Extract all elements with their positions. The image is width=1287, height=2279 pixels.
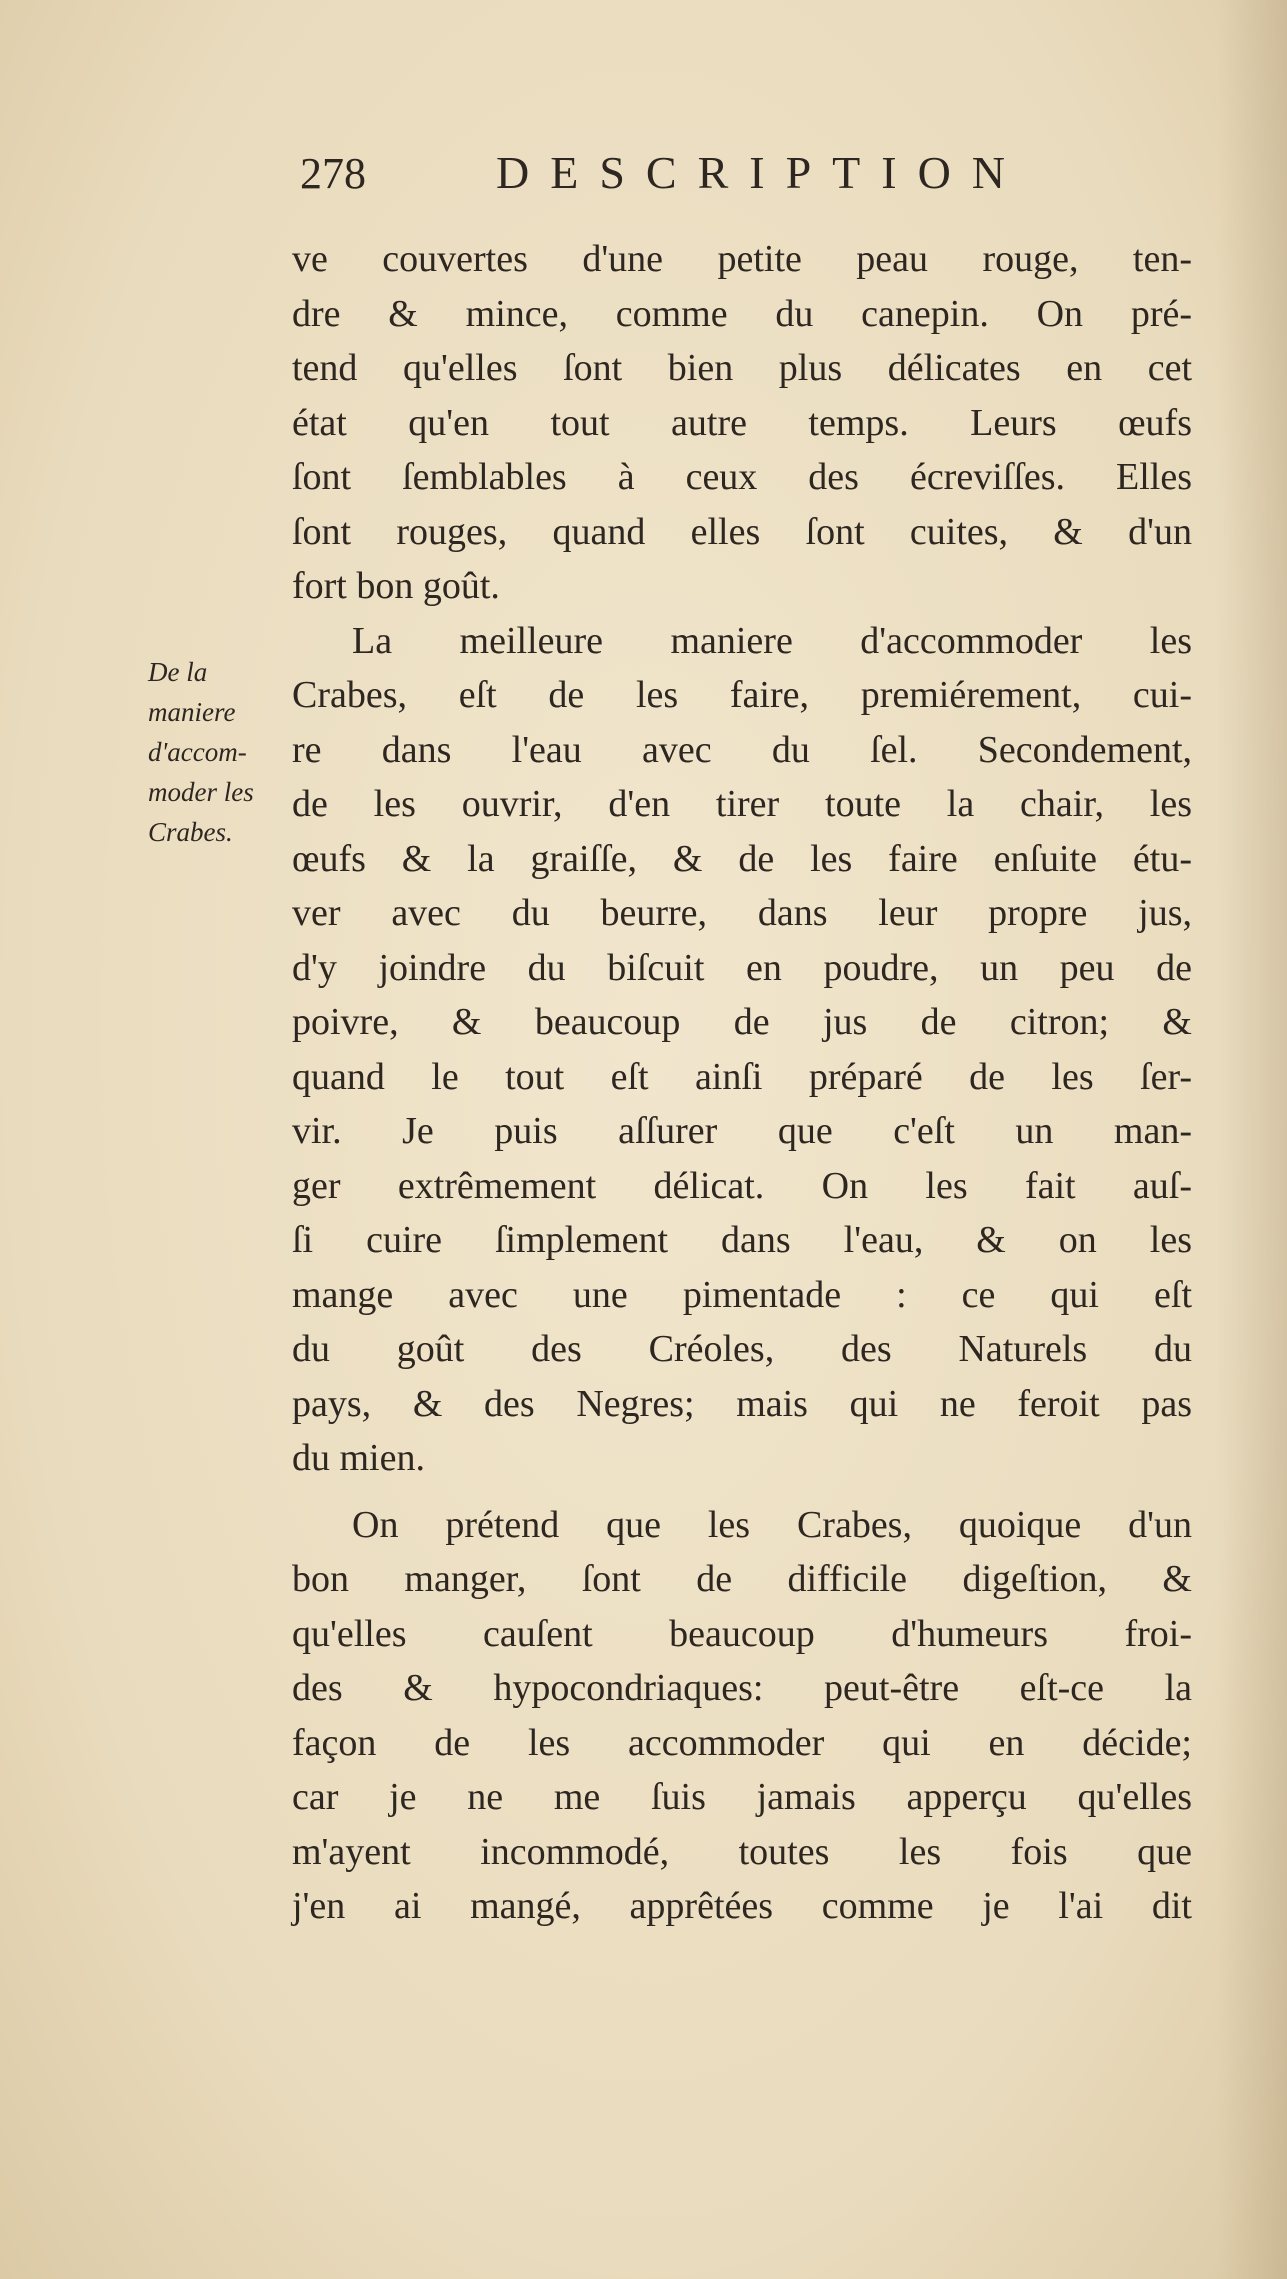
margin-note — [148, 652, 298, 852]
text-line: état qu'en tout autre temps. Leurs œufs — [292, 401, 1192, 444]
text-line: ger extrêmement délicat. On les fait auſ- — [292, 1164, 1192, 1207]
text-line: bon manger, ſont de difficile digeſtion, & — [292, 1558, 1192, 1600]
text-line: du mien. — [292, 1437, 425, 1479]
text-line: ſont rouges, quand elles ſont cuites, & d'un — [292, 510, 1192, 553]
text-line: ſi cuire ſimplement dans l'eau, & on les — [292, 1219, 1192, 1261]
text-line: m'ayent incommodé, toutes les fois que — [292, 1830, 1192, 1873]
margin-note-line: De la — [148, 657, 208, 687]
text-line: j'en ai mangé, apprêtées comme je l'ai dit — [292, 1885, 1192, 1927]
text-line: tend qu'elles ſont bien plus délicates en cet — [292, 347, 1192, 389]
margin-note-line: maniere — [148, 697, 236, 727]
text-line: fort bon goût. — [292, 565, 500, 607]
text-line: poivre, & beaucoup de jus de citron; & — [292, 1001, 1192, 1043]
text-line: ve couvertes d'une petite peau rouge, ten- — [292, 238, 1192, 280]
margin-note-line: moder les — [148, 777, 254, 807]
text-line: On prétend que les Crabes, quoique d'un — [352, 1503, 1192, 1546]
text-line: re dans l'eau avec du ſel. Secondement, — [292, 728, 1192, 771]
text-line: de les ouvrir, d'en tirer toute la chair, les — [292, 783, 1192, 825]
body-text — [292, 232, 1192, 1934]
text-line: Crabes, eſt de les faire, premiérement, cui- — [292, 674, 1192, 716]
text-line: du goût des Créoles, des Naturels du — [292, 1328, 1192, 1370]
text-line: d'y joindre du biſcuit en poudre, un peu de — [292, 946, 1192, 989]
text-line: façon de les accommoder qui en décide; — [292, 1721, 1192, 1764]
text-line: des & hypocondriaques: peut-être eſt-ce la — [292, 1667, 1192, 1709]
margin-note-line: d'accom- — [148, 737, 247, 767]
text-line: mange avec une pimentade : ce qui eſt — [292, 1273, 1192, 1316]
text-line: ſont ſemblables à ceux des écreviſſes. Elles — [292, 456, 1192, 498]
text-line: ver avec du beurre, dans leur propre jus, — [292, 892, 1192, 934]
text-line: car je ne me ſuis jamais apperçu qu'elles — [292, 1776, 1192, 1818]
running-title: DESCRIPTION — [496, 147, 1027, 198]
text-line: quand le tout eſt ainſi préparé de les ſer- — [292, 1055, 1192, 1098]
text-line: La meilleure maniere d'accommoder les — [352, 619, 1192, 662]
margin-note-line: Crabes. — [148, 817, 233, 847]
text-line: vir. Je puis aſſurer que c'eſt un man- — [292, 1110, 1192, 1152]
text-line: dre & mince, comme du canepin. On pré- — [292, 292, 1192, 335]
running-head — [300, 140, 1160, 220]
text-line: pays, & des Negres; mais qui ne feroit pas — [292, 1382, 1192, 1425]
page-gutter-shadow — [1217, 0, 1287, 2279]
text-line: œufs & la graiſſe, & de les faire enſuite étu- — [292, 837, 1192, 880]
text-line: qu'elles cauſent beaucoup d'humeurs froi- — [292, 1612, 1192, 1655]
page-number: 278 — [300, 149, 366, 198]
